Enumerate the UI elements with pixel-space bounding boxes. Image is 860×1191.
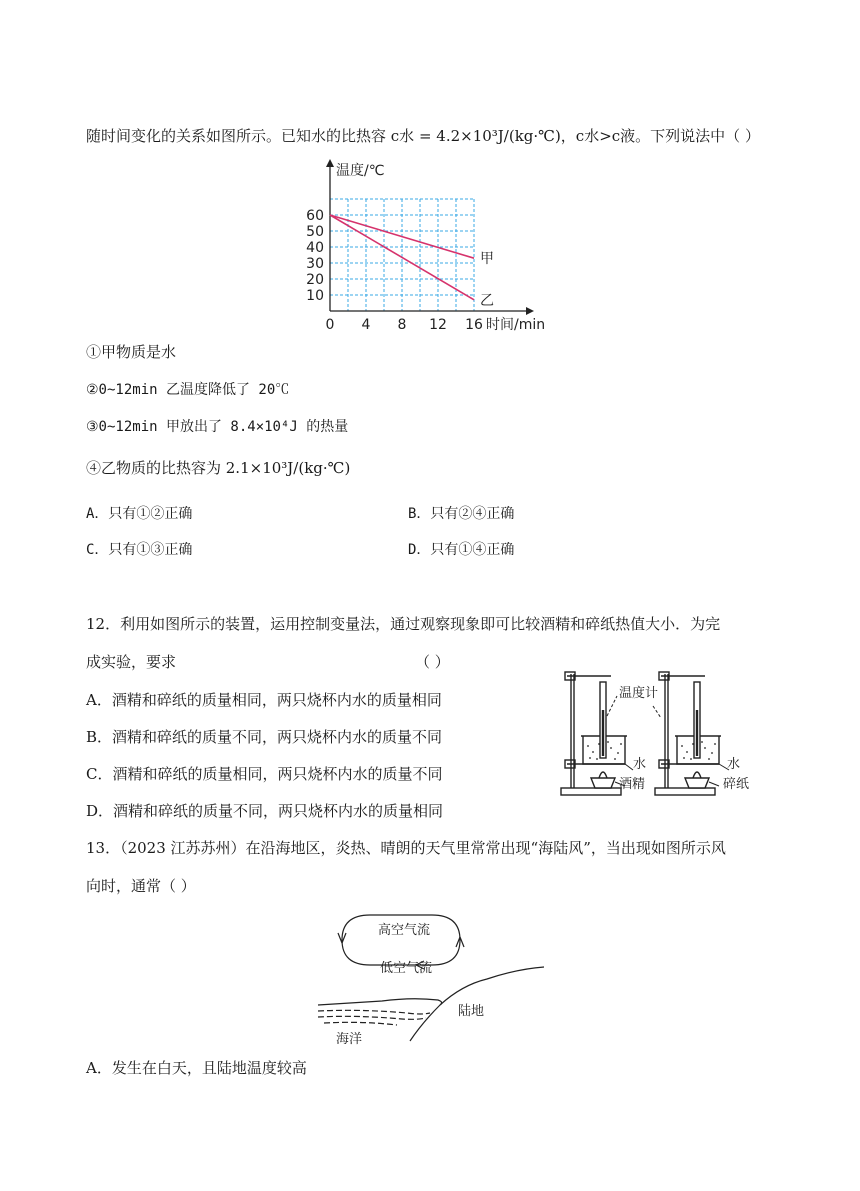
label-lower-airflow: 低空气流 — [380, 961, 433, 976]
label-water-left: 水 — [633, 757, 647, 772]
x-tick-label: 8 — [397, 317, 407, 333]
x-tick-label: 16 — [465, 317, 483, 333]
y-tick-label: 10 — [306, 288, 324, 304]
y-tick-label: 30 — [306, 256, 324, 272]
chart-series — [330, 215, 474, 300]
q13-stem-line2: 向时，通常（ ） — [86, 877, 196, 895]
y-tick-label: 20 — [306, 272, 324, 288]
q12-answer-blank: （ ） — [415, 653, 450, 671]
q13-option-a[interactable]: A．发生在白天，且陆地温度较高 — [86, 1059, 307, 1077]
q11-option-a[interactable]: A．只有①②正确 — [86, 506, 193, 522]
q11-option-b[interactable]: B．只有②④正确 — [408, 506, 515, 522]
x-tick-label: 0 — [325, 317, 335, 333]
x-tick-label: 12 — [429, 317, 447, 333]
label-upper-airflow: 高空气流 — [378, 923, 431, 938]
q11-option-d[interactable]: D．只有①④正确 — [408, 542, 515, 558]
left-stand — [561, 672, 627, 795]
series-line-2 — [330, 215, 474, 300]
series-label-1: 甲 — [480, 251, 494, 268]
q12-option-d[interactable]: D．酒精和碎纸的质量不同，两只烧杯内水的质量相同 — [86, 802, 444, 820]
x-tick-label: 4 — [361, 317, 371, 333]
label-paper: 碎纸 — [723, 777, 750, 792]
sea-surface — [318, 999, 442, 1005]
label-water-right: 水 — [727, 757, 741, 772]
label-sea: 海洋 — [336, 1032, 363, 1047]
combustion-apparatus-figure — [555, 660, 775, 800]
q12-option-a[interactable]: A．酒精和碎纸的质量相同，两只烧杯内水的质量相同 — [86, 691, 442, 709]
y-axis-title: 温度/℃ — [336, 163, 385, 179]
q12-stem-line2: 成实验，要求 — [86, 653, 177, 671]
q13-stem-line1: 13．（2023 江苏苏州）在沿海地区，炎热、晴朗的天气里常常出现“海陆风”，当出现如图所示风 — [86, 839, 726, 857]
temperature-time-chart — [300, 155, 570, 335]
q11-option-c[interactable]: C．只有①③正确 — [86, 542, 193, 558]
label-land: 陆地 — [458, 1004, 485, 1019]
right-stand — [655, 672, 721, 795]
sea-land-breeze-figure — [312, 905, 552, 1055]
x-axis-title: 时间/min — [486, 317, 546, 333]
q11-statement-2: ②0~12min 乙温度降低了 20℃ — [86, 382, 290, 398]
q11-statement-3: ③0~12min 甲放出了 8.4×10⁴J 的热量 — [86, 419, 349, 435]
series-label-2: 乙 — [480, 292, 494, 309]
y-tick-label: 50 — [306, 224, 324, 240]
label-alcohol: 酒精 — [619, 777, 646, 792]
y-tick-label: 40 — [306, 240, 324, 256]
q12-option-c[interactable]: C．酒精和碎纸的质量相同，两只烧杯内水的质量不同 — [86, 765, 443, 783]
label-thermometer: 温度计 — [619, 686, 659, 701]
land-slope — [410, 1005, 440, 1041]
q12-option-b[interactable]: B．酒精和碎纸的质量不同，两只烧杯内水的质量不同 — [86, 728, 443, 746]
x-axis-arrow — [526, 307, 534, 315]
y-tick-label: 60 — [306, 208, 324, 224]
q11-stem: 随时间变化的关系如图所示。已知水的比热容 c水 = 4.2×10³J/(kg·℃)，c水>c液。下列说法中（ ） — [86, 127, 760, 145]
y-axis-arrow — [326, 159, 334, 167]
coast-line — [440, 967, 544, 1005]
q11-statement-4: ④乙物质的比热容为 2.1×10³J/(kg·℃) — [86, 459, 351, 477]
chart-axes — [326, 159, 534, 315]
chart-grid — [330, 199, 474, 311]
q12-stem-line1: 12．利用如图所示的装置，运用控制变量法，通过观察现象即可比较酒精和碎纸热值大小．为完 — [86, 615, 721, 633]
q11-statement-1: ①甲物质是水 — [86, 343, 177, 361]
